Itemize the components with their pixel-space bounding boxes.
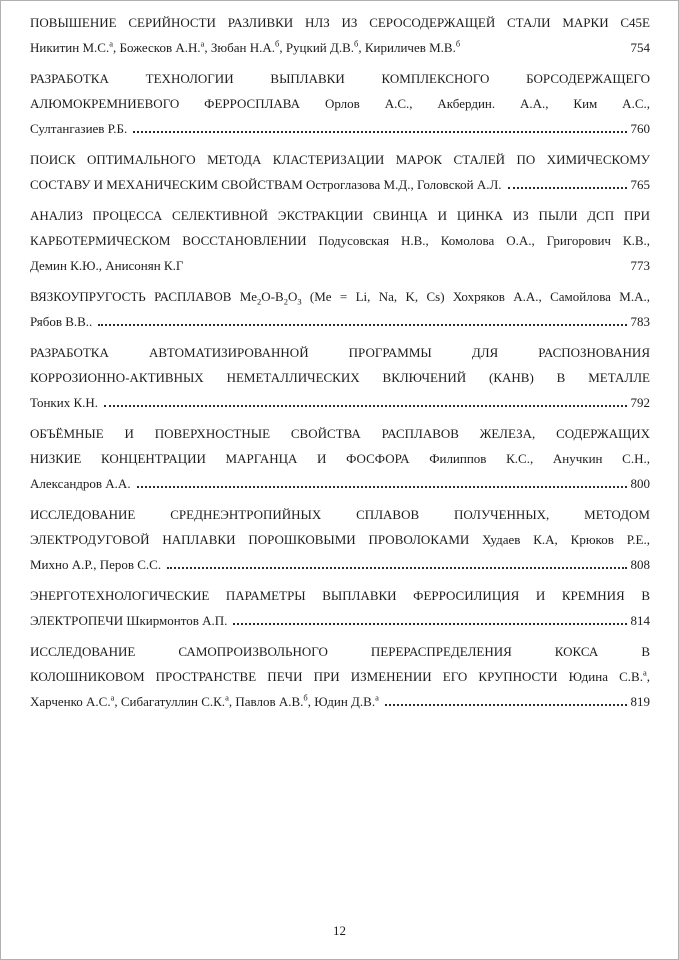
toc-line: [30, 228, 650, 253]
toc-line-text: [30, 669, 650, 684]
page-footer: [1, 923, 678, 939]
text-segment: НИЗКИЕ КОНЦЕНТРАЦИИ МАРГАНЦА И ФОСФОРА Филиппов К.С., Анучкин С.Н.,: [30, 451, 650, 466]
text-segment: ОБЪЁМНЫЕ И ПОВЕРХНОСТНЫЕ СВОЙСТВА РАСПЛАВОВ ЖЕЛЕЗА, СОДЕРЖАЩИХ: [30, 426, 650, 441]
text-segment: , Сибагатуллин С.К.: [114, 694, 226, 709]
text-segment: (Me = Li, Na, K, Cs) Хохряков А.А., Самойлова М.А.,: [301, 289, 650, 304]
text-segment: РАЗРАБОТКА ТЕХНОЛОГИИ ВЫПЛАВКИ КОМПЛЕКСНОГО БОРСОДЕРЖАЩЕГО: [30, 71, 650, 86]
toc-entry: [30, 583, 650, 633]
toc-line-text: [30, 390, 98, 415]
affiliation-superscript: а: [642, 667, 647, 678]
text-segment: O: [287, 289, 298, 304]
toc-line: [30, 471, 650, 496]
toc-line: [30, 91, 650, 116]
toc-line-text: [30, 71, 650, 86]
toc-line-text: [30, 152, 650, 167]
page-ref: 783: [630, 314, 650, 329]
text-segment: , Божесков А.Н.: [112, 40, 201, 55]
toc-line: [30, 365, 650, 390]
text-segment: Султангазиев Р.Б.: [30, 121, 128, 136]
text-segment: O-B: [261, 289, 284, 304]
toc-line-text: [30, 532, 650, 547]
toc-line: [30, 116, 650, 141]
toc-entry: [30, 66, 650, 141]
toc-line: [30, 66, 650, 91]
toc-line: [30, 527, 650, 552]
text-segment: , Зюбан Н.А.: [204, 40, 275, 55]
dot-leader: [508, 187, 627, 189]
affiliation-superscript: а: [225, 692, 229, 703]
dot-leader: [385, 704, 627, 706]
toc-line: [30, 284, 650, 309]
page-ref: 800: [630, 476, 650, 491]
page-ref: 754: [630, 40, 650, 55]
page-ref: 773: [630, 258, 650, 273]
toc-line: [30, 446, 650, 471]
toc-line: [30, 253, 650, 278]
text-segment: АНАЛИЗ ПРОЦЕССА СЕЛЕКТИВНОЙ ЭКСТРАКЦИИ СВИНЦА И ЦИНКА ИЗ ПЫЛИ ДСП ПРИ: [30, 208, 650, 223]
toc-line-text: [30, 96, 650, 111]
toc-line: [30, 340, 650, 365]
toc-line-text: [30, 233, 650, 248]
text-segment: ЭНЕРГОТЕХНОЛОГИЧЕСКИЕ ПАРАМЕТРЫ ВЫПЛАВКИ ФЕРРОСИЛИЦИЯ И КРЕМНИЯ В: [30, 588, 650, 603]
toc-line-text: [30, 451, 650, 466]
toc-line-text: [30, 15, 650, 30]
text-segment: , Павлов А.В.: [228, 694, 304, 709]
text-segment: РАЗРАБОТКА АВТОМАТИЗИРОВАННОЙ ПРОГРАММЫ ДЛЯ РАСПОЗНОВАНИЯ: [30, 345, 650, 360]
toc-line-text: [30, 116, 127, 141]
toc-entry: [30, 639, 650, 714]
toc-line-text: [30, 370, 650, 385]
toc-line-text: [30, 507, 650, 522]
affiliation-superscript: б: [303, 692, 308, 703]
toc-line: [30, 639, 650, 664]
text-segment: ИССЛЕДОВАНИЕ СРЕДНЕЭНТРОПИЙНЫХ СПЛАВОВ ПОЛУЧЕННЫХ, МЕТОДОМ: [30, 507, 650, 522]
toc-entry: [30, 421, 650, 496]
toc-line: [30, 172, 650, 197]
toc-line-text: [30, 426, 650, 441]
formula-subscript: 2: [283, 296, 288, 307]
toc-line: [30, 147, 650, 172]
toc-line-text: [30, 289, 650, 307]
toc-entry: [30, 284, 650, 334]
text-segment: , Руцкий Д.В.: [279, 40, 355, 55]
toc-line: [30, 35, 650, 60]
affiliation-superscript: а: [200, 38, 205, 49]
page-number: 12: [333, 923, 346, 938]
text-segment: Александров А.А.: [30, 476, 131, 491]
text-segment: ЭЛЕКТРОПЕЧИ Шкирмонтов А.П.: [30, 613, 228, 628]
dot-leader: [233, 623, 626, 625]
text-segment: СОСТАВУ И МЕХАНИЧЕСКИМ СВОЙСТВАМ Остроглазова М.Д., Головской А.Л.: [30, 177, 502, 192]
dot-leader: [98, 324, 626, 326]
text-segment: , Юдин Д.В.: [307, 694, 376, 709]
text-segment: , Кириличев М.В.: [358, 40, 456, 55]
toc-line-text: [30, 644, 650, 659]
page-ref: 814: [630, 613, 650, 628]
toc-line: [30, 502, 650, 527]
dot-leader: [167, 567, 626, 569]
toc-line: [30, 10, 650, 35]
text-segment: Демин К.Ю., Анисонян К.Г: [30, 258, 184, 273]
page-ref: 765: [630, 177, 650, 192]
toc-line: [30, 203, 650, 228]
toc-line: [30, 689, 650, 714]
formula-subscript: 2: [257, 296, 262, 307]
page-ref: 760: [630, 121, 650, 136]
text-segment: ИССЛЕДОВАНИЕ САМОПРОИЗВОЛЬНОГО ПЕРЕРАСПРЕДЕЛЕНИЯ КОКСА В: [30, 644, 650, 659]
toc-line-text: [30, 253, 183, 278]
dot-leader: [133, 131, 626, 133]
affiliation-superscript: б: [275, 38, 280, 49]
toc-line: [30, 608, 650, 633]
dot-leader: [137, 486, 627, 488]
toc-entry: [30, 10, 650, 60]
toc-entry: [30, 147, 650, 197]
text-segment: КАРБОТЕРМИЧЕСКОМ ВОССТАНОВЛЕНИИ Подусовская Н.В., Комолова О.А., Григорович К.В.,: [30, 233, 650, 248]
toc-line: [30, 390, 650, 415]
affiliation-superscript: б: [455, 38, 461, 49]
toc-entry: [30, 340, 650, 415]
toc-line: [30, 583, 650, 608]
text-segment: Рябов В.В..: [30, 314, 93, 329]
text-segment: КОЛОШНИКОВОМ ПРОСТРАНСТВЕ ПЕЧИ ПРИ ИЗМЕНЕНИИ ЕГО КРУПНОСТИ Юдина С.В.: [30, 669, 643, 684]
toc-line-text: [30, 552, 161, 577]
text-segment: Михно А.Р., Перов С.С.: [30, 557, 162, 572]
toc-line-text: [30, 309, 92, 334]
text-segment: Тонких К.Н.: [30, 395, 99, 410]
affiliation-superscript: а: [110, 692, 115, 703]
toc-entry: [30, 203, 650, 278]
toc-line: [30, 421, 650, 446]
formula-subscript: 3: [297, 296, 302, 307]
toc-line: [30, 552, 650, 577]
toc-line: [30, 664, 650, 689]
toc-line-text: [30, 35, 460, 60]
toc-line-text: [30, 345, 650, 360]
text-segment: Харченко А.С.: [30, 694, 111, 709]
text-segment: ЭЛЕКТРОДУГОВОЙ НАПЛАВКИ ПОРОШКОВЫМИ ПРОВОЛОКАМИ Худаев К.А, Крюков Р.Е.,: [30, 532, 650, 547]
text-segment: ПОВЫШЕНИЕ СЕРИЙНОСТИ РАЗЛИВКИ НЛЗ ИЗ СЕРОСОДЕРЖАЩЕЙ СТАЛИ МАРКИ С45Е: [30, 15, 650, 30]
toc-line-text: [30, 588, 650, 603]
toc-line-text: [30, 471, 131, 496]
toc-entry: [30, 502, 650, 577]
text-segment: ВЯЗКОУПРУГОСТЬ РАСПЛАВОВ Me: [30, 289, 258, 304]
text-segment: ,: [646, 669, 650, 684]
toc-line: [30, 309, 650, 334]
toc-line-text: [30, 608, 227, 633]
affiliation-superscript: б: [354, 38, 359, 49]
affiliation-superscript: а: [375, 692, 379, 703]
text-segment: АЛЮМОКРЕМНИЕВОГО ФЕРРОСПЛАВА Орлов А.С., Акбердин. А.А., Ким А.С.,: [30, 96, 650, 111]
page-ref: 819: [630, 694, 650, 709]
affiliation-superscript: а: [109, 38, 113, 49]
toc-line-text: [30, 689, 379, 714]
toc-line-text: [30, 208, 650, 223]
page-ref: 808: [630, 557, 650, 572]
page-ref: 792: [630, 395, 650, 410]
text-segment: ПОИСК ОПТИМАЛЬНОГО МЕТОДА КЛАСТЕРИЗАЦИИ МАРОК СТАЛЕЙ ПО ХИМИЧЕСКОМУ: [30, 152, 650, 167]
toc-list: [30, 10, 650, 714]
toc-line-text: [30, 172, 502, 197]
text-segment: КОРРОЗИОННО-АКТИВНЫХ НЕМЕТАЛЛИЧЕСКИХ ВКЛЮЧЕНИЙ (КАНВ) В МЕТАЛЛЕ: [30, 370, 650, 385]
text-segment: Никитин М.С.: [30, 40, 110, 55]
dot-leader: [104, 405, 626, 407]
